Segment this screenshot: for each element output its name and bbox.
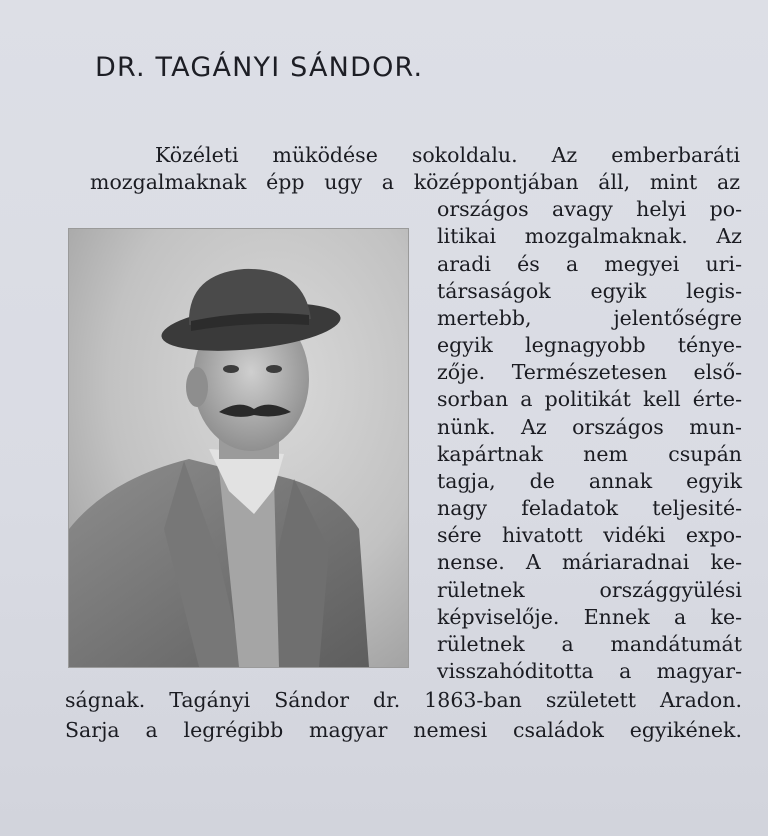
text-line: nagy feladatok teljesité-	[437, 496, 742, 520]
text-line: zője. Természetesen első-	[437, 360, 742, 384]
text-line: Közéleti müködése sokoldalu. Az emberbaráti	[155, 143, 740, 167]
text-line: egyik legnagyobb ténye-	[437, 333, 742, 357]
text-line: mertebb, jelentőségre	[437, 306, 742, 330]
text-line: képviselője. Ennek a ke-	[437, 605, 742, 629]
text-line: sorban a politikát kell érte-	[437, 387, 742, 411]
text-line: rületnek a mandátumát	[437, 632, 742, 656]
page-title: DR. TAGÁNYI SÁNDOR.	[95, 52, 424, 83]
text-line: nense. A máriaradnai ke-	[437, 550, 742, 574]
text-line: tagja, de annak egyik	[437, 469, 742, 493]
text-line: litikai mozgalmaknak. Az	[437, 224, 742, 248]
text-line: társaságok egyik legis-	[437, 279, 742, 303]
text-line: ságnak. Tagányi Sándor dr. 1863-ban született Aradon.	[65, 688, 742, 712]
text-line: nünk. Az országos mun-	[437, 415, 742, 439]
text-line: Sarja a legrégibb magyar nemesi családok egyikének.	[65, 718, 742, 742]
text-line: sére hivatott vidéki expo-	[437, 523, 742, 547]
text-line: aradi és a megyei uri-	[437, 252, 742, 276]
text-line: rületnek országgyülési	[437, 578, 742, 602]
text-line: visszahóditotta a magyar-	[437, 659, 742, 683]
text-line: mozgalmaknak épp ugy a középpontjában áll, mint az	[90, 170, 740, 194]
portrait-photo	[68, 228, 409, 668]
text-line: országos avagy helyi po-	[437, 197, 742, 221]
text-line: kapártnak nem csupán	[437, 442, 742, 466]
